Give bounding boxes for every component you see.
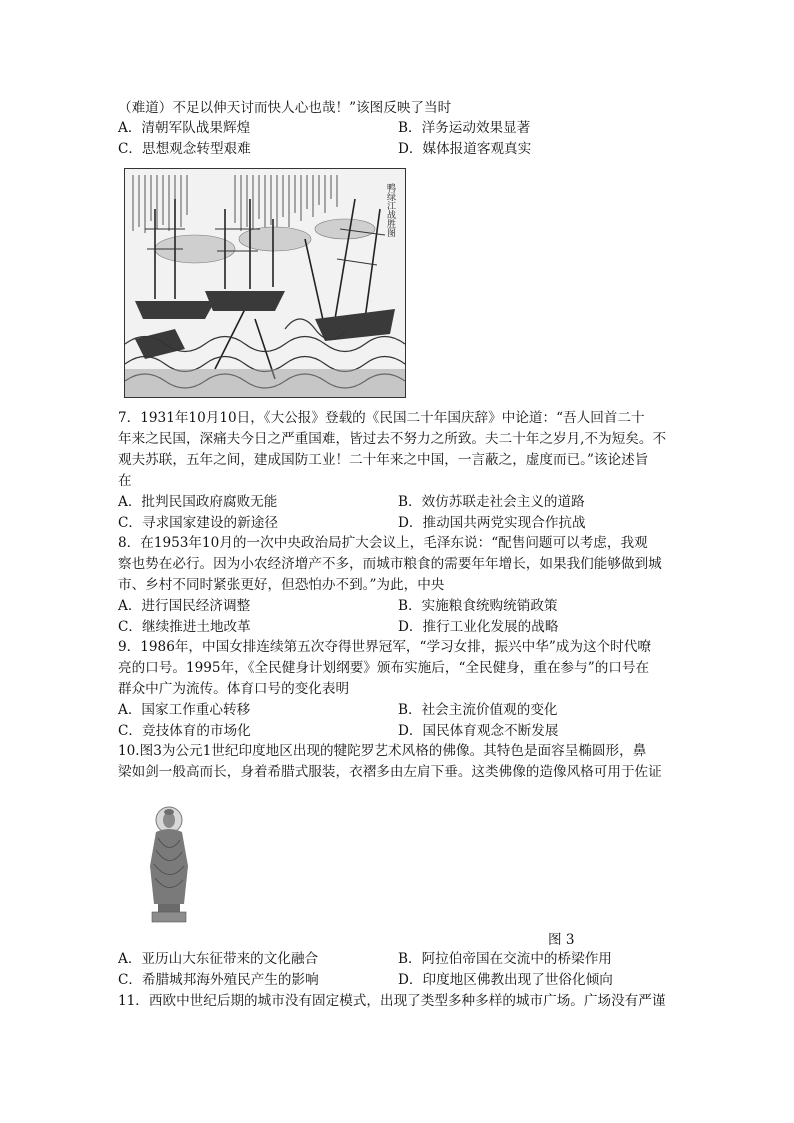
q6-option-d: D．媒体报道客观真实 bbox=[398, 141, 532, 157]
q7-line-3: 观夫苏联，五年之间，建成国防工业！二十年来之中国，一言蔽之，虚度而已。”该论述旨 bbox=[118, 452, 649, 468]
q10-option-b: B．阿拉伯帝国在交流中的桥梁作用 bbox=[398, 951, 612, 967]
q6-option-c: C．思想观念转型艰难 bbox=[118, 141, 251, 157]
q8-line-1: 8．在1953年10月的一次中央政治局扩大会议上，毛泽东说：“配售问题可以考虑，我观 bbox=[118, 535, 648, 551]
gandhara-buddha-statue bbox=[140, 806, 198, 924]
q7-line-2: 年来之民国，深痛夫今日之严重国难，皆过去不努力之所致。夫二十年之岁月,不为短矣。不 bbox=[118, 431, 667, 447]
q10-option-c: C．希腊城邦海外殖民产生的影响 bbox=[118, 972, 319, 988]
q8-option-d: D．推行工业化发展的战略 bbox=[398, 619, 559, 635]
q10-line-1: 10.图3为公元1世纪印度地区出现的犍陀罗艺术风格的佛像。其特色是面容呈椭圆形，鼻 bbox=[118, 743, 647, 759]
question-11 bbox=[118, 991, 678, 1012]
q8-option-a: A．进行国民经济调整 bbox=[118, 598, 251, 614]
q8-option-c: C．继续推进土地改革 bbox=[118, 619, 251, 635]
q9-option-d: D．国民体育观念不断发展 bbox=[398, 723, 559, 739]
q11-line-1: 11．西欧中世纪后期的城市没有固定模式，出现了类型多种多样的城市广场。广场没有严谨 bbox=[118, 993, 666, 1009]
q9-option-b: B．社会主流价值观的变化 bbox=[398, 702, 558, 718]
q7-line-4: 在 bbox=[118, 473, 132, 489]
q9-option-a: A．国家工作重心转移 bbox=[118, 702, 251, 718]
question-7 bbox=[118, 408, 678, 492]
q6-option-b: B．洋务运动效果显著 bbox=[398, 120, 531, 136]
q7-option-c: C．寻求国家建设的新途径 bbox=[118, 515, 278, 531]
q9-line-1: 9．1986年，中国女排连续第五次夺得世界冠军，“学习女排，振兴中华”成为这个时代嘹 bbox=[118, 639, 651, 655]
question-9 bbox=[118, 637, 678, 700]
q7-option-d: D．推动国共两党实现合作抗战 bbox=[398, 515, 586, 531]
q10-option-a: A．亚历山大东征带来的文化融合 bbox=[118, 951, 319, 967]
q8-line-2: 察也势在必行。因为小农经济增产不多，而城市粮食的需要年年增长，如果我们能够做到城 bbox=[118, 556, 662, 572]
naval-battle-illustration bbox=[124, 168, 406, 398]
q10-option-d: D．印度地区佛教出现了世俗化倾向 bbox=[398, 972, 613, 988]
q7-line-1: 7．1931年10月10日，《大公报》登载的《民国二十年国庆辞》中论道：“吾人回首二十 bbox=[118, 410, 645, 426]
battle-scene-drawing bbox=[125, 169, 405, 397]
q7-option-a: A．批判民国政府腐败无能 bbox=[118, 494, 278, 510]
q10-line-2: 梁如剑一般高而长，身着希腊式服装，衣褶多由左肩下垂。这类佛像的造像风格可用于佐证 bbox=[118, 764, 662, 780]
figure-title: 鸭绿江战胜图 bbox=[385, 183, 395, 237]
q7-option-b: B．效仿苏联走社会主义的道路 bbox=[398, 494, 585, 510]
q8-option-b: B．实施粮食统购统销政策 bbox=[398, 598, 558, 614]
figure-3-caption: 图 3 bbox=[548, 932, 575, 948]
q8-line-3: 市、乡村不同时紧张更好，但恐怕办不到。”为此，中央 bbox=[118, 577, 445, 593]
q9-line-2: 亮的口号。1995年，《全民健身计划纲要》颁布实施后，“全民健身，重在参与”的口号在 bbox=[118, 660, 650, 676]
q6-stem-tail: （难道）不足以伸天讨而快人心也哉！”该图反映了当时 bbox=[118, 100, 452, 116]
q6-option-a: A．清朝军队战果辉煌 bbox=[118, 120, 251, 136]
q9-line-3: 群众中广为流传。体育口号的变化表明 bbox=[118, 681, 350, 697]
question-8 bbox=[118, 533, 678, 596]
q9-option-c: C．竞技体育的市场化 bbox=[118, 723, 251, 739]
question-10 bbox=[118, 741, 678, 783]
buddha-figure-drawing bbox=[140, 806, 198, 924]
